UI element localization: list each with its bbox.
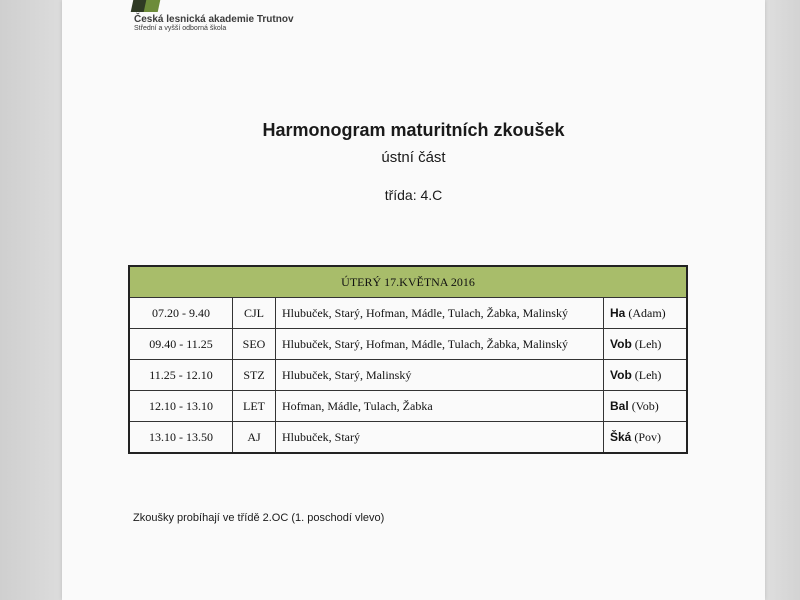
students-cell: Hlubuček, Starý, Hofman, Mádle, Tulach, Žabka, Malinský — [276, 298, 604, 329]
wall-right — [760, 0, 800, 600]
room-code: Ha — [610, 305, 626, 320]
room-code: Šká — [610, 429, 632, 444]
paper-sheet — [62, 0, 765, 600]
page-subtitle: ústní část — [381, 149, 446, 166]
room-cell — [604, 391, 688, 422]
time-cell: 11.25 - 12.10 — [129, 360, 233, 391]
wall-left — [0, 0, 70, 600]
time-cell: 12.10 - 13.10 — [129, 391, 233, 422]
schedule-header-row — [129, 266, 687, 298]
time-cell: 09.40 - 11.25 — [129, 329, 233, 360]
room-cell — [604, 329, 688, 360]
table-row — [129, 422, 687, 454]
room-cell — [604, 422, 688, 454]
table-row — [129, 360, 687, 391]
students-cell: Hlubuček, Starý — [276, 422, 604, 454]
time-cell: 13.10 - 13.50 — [129, 422, 233, 454]
subject-cell: STZ — [233, 360, 276, 391]
school-subtitle: Střední a vyšší odborná škola — [134, 25, 227, 32]
class-label: třída: 4.C — [384, 187, 443, 203]
schedule-day-header: ÚTERÝ 17.KVĚTNA 2016 — [129, 266, 687, 298]
subject-cell: LET — [233, 391, 276, 422]
page-title: Harmonogram maturitních zkoušek — [262, 120, 565, 140]
room-code: Vob — [610, 367, 632, 382]
table-row — [129, 298, 687, 329]
room-note: (Vob) — [631, 398, 659, 413]
subject-cell: AJ — [233, 422, 276, 454]
school-name: Česká lesnická akademie Trutnov — [134, 14, 294, 25]
room-note: (Pov) — [634, 429, 662, 444]
table-row — [129, 329, 687, 360]
students-cell: Hlubuček, Starý, Hofman, Mádle, Tulach, Žabka, Malinský — [276, 329, 604, 360]
subject-cell: CJL — [233, 298, 276, 329]
table-row — [129, 391, 687, 422]
room-cell — [604, 360, 688, 391]
room-note: (Adam) — [628, 305, 666, 320]
room-code: Vob — [610, 336, 632, 351]
room-note: (Leh) — [634, 336, 662, 351]
students-cell: Hofman, Mádle, Tulach, Žabka — [276, 391, 604, 422]
footer-note: Zkoušky probíhají ve třídě 2.OC (1. poschodí vlevo) — [133, 512, 385, 524]
room-note: (Leh) — [634, 367, 662, 382]
school-logo-icon — [132, 0, 148, 14]
schedule-table — [128, 265, 688, 454]
room-code: Bal — [610, 398, 629, 413]
subject-cell: SEO — [233, 329, 276, 360]
time-cell: 07.20 - 9.40 — [129, 298, 233, 329]
students-cell: Hlubuček, Starý, Malinský — [276, 360, 604, 391]
room-cell — [604, 298, 688, 329]
